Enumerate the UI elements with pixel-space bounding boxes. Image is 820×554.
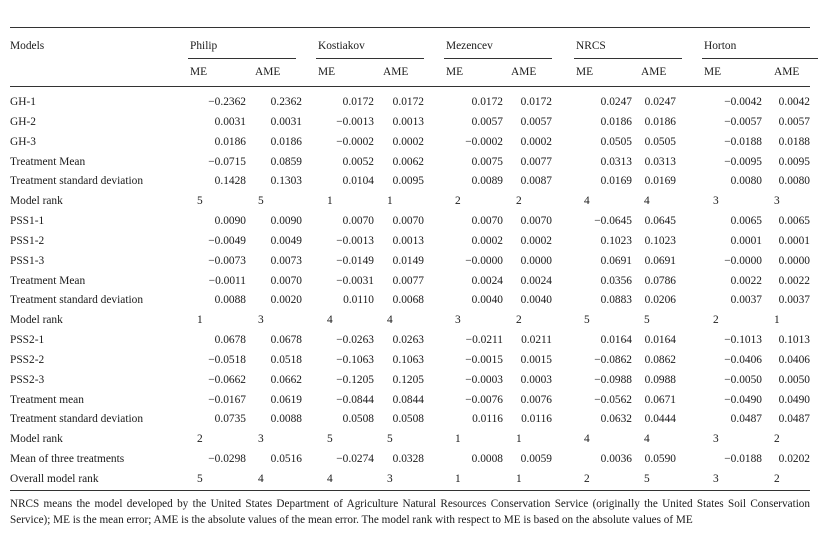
table-cell: 0.0002 — [520, 234, 552, 247]
row-label: Treatment standard deviation — [10, 294, 144, 307]
table-cell: 0.0169 — [600, 175, 632, 188]
row-label: PSS2-2 — [10, 353, 45, 366]
row-label: GH-3 — [10, 135, 36, 148]
table-cell: 0.0036 — [600, 453, 632, 466]
table-cell: −0.0003 — [465, 373, 503, 386]
table-cell: 0.0070 — [342, 215, 374, 228]
table-cell: 0.0186 — [644, 115, 676, 128]
table-cell: 2 — [516, 195, 522, 208]
table-cell: 4 — [644, 433, 650, 446]
table-cell: 4 — [584, 433, 590, 446]
table-cell: 0.0735 — [214, 413, 246, 426]
table-cell: 3 — [258, 314, 264, 327]
table-cell: 0.0487 — [730, 413, 762, 426]
table-cell: 0.0406 — [778, 353, 810, 366]
table-cell: 0.0247 — [644, 96, 676, 108]
table-cell: −0.0000 — [724, 254, 762, 267]
table-cell: 0.0662 — [270, 373, 302, 386]
table-cell: 0.0313 — [644, 155, 676, 168]
table-cell: 1 — [774, 314, 780, 327]
subheader-ame: AME — [774, 66, 800, 78]
models-header: Models — [10, 40, 45, 52]
table-cell: 1 — [516, 433, 522, 446]
table-cell: −0.0188 — [724, 135, 762, 148]
subheader-me: ME — [190, 66, 208, 78]
table-cell: 0.0678 — [214, 334, 246, 347]
table-cell: 0.0050 — [778, 373, 810, 386]
subheader-me: ME — [576, 66, 594, 78]
table-cell: 0.0020 — [270, 294, 302, 307]
table-cell: −0.0149 — [336, 254, 374, 267]
table-cell: 0.0073 — [270, 254, 302, 267]
table-cell: 2 — [774, 433, 780, 446]
table-cell: 0.0000 — [778, 254, 810, 267]
table-cell: 0.0202 — [778, 453, 810, 466]
table-cell: 0.0024 — [520, 274, 552, 287]
table-cell: 4 — [644, 195, 650, 208]
table-cell: −0.0988 — [594, 373, 632, 386]
table-cell: 2 — [455, 195, 461, 208]
table-cell: 0.0104 — [342, 175, 374, 188]
table-cell: −0.0298 — [208, 453, 246, 466]
table-cell: 0.0172 — [392, 96, 424, 108]
table-cell: −0.0274 — [336, 453, 374, 466]
table-cell: 0.0645 — [644, 215, 676, 228]
table-cell: −0.0662 — [208, 373, 246, 386]
table-cell: 0.2362 — [270, 96, 302, 108]
table-cell: 0.0022 — [778, 274, 810, 287]
table-cell: 0.0001 — [730, 234, 762, 247]
table-cell: 0.0632 — [600, 413, 632, 426]
table-cell: 0.0022 — [730, 274, 762, 287]
table-cell: 0.0077 — [520, 155, 552, 168]
table-cell: 0.0186 — [600, 115, 632, 128]
table-cell: −0.0645 — [594, 215, 632, 228]
row-label: Treatment standard deviation — [10, 175, 144, 188]
table-cell: −0.0073 — [208, 254, 246, 267]
table-cell: 0.0263 — [392, 334, 424, 347]
table-cell: 3 — [774, 195, 780, 208]
table-cell: 0.0164 — [600, 334, 632, 347]
table-cell: 0.0080 — [730, 175, 762, 188]
subheader-me: ME — [318, 66, 336, 78]
table-cell: 0.0590 — [644, 453, 676, 466]
table-cell: 3 — [387, 472, 393, 485]
table-cell: 1 — [455, 472, 461, 485]
table-cell: −0.0167 — [208, 393, 246, 406]
table-cell: 0.0070 — [270, 274, 302, 287]
table-cell: 0.0619 — [270, 393, 302, 406]
table-cell: 0.0356 — [600, 274, 632, 287]
group-header: Kostiakov — [318, 40, 365, 52]
table-cell: 0.0013 — [392, 234, 424, 247]
row-label: Model rank — [10, 433, 63, 446]
table-cell: 0.0057 — [778, 115, 810, 128]
subheader-me: ME — [446, 66, 464, 78]
table-cell: 0.0077 — [392, 274, 424, 287]
table-cell: 0.0518 — [270, 353, 302, 366]
table-cell: 0.0088 — [214, 294, 246, 307]
table-cell: −0.0076 — [465, 393, 503, 406]
table-cell: 0.0516 — [270, 453, 302, 466]
row-label: Treatment Mean — [10, 274, 86, 287]
table-cell: 0.0037 — [778, 294, 810, 307]
table-cell: −0.1013 — [724, 334, 762, 347]
table-cell: 5 — [584, 314, 590, 327]
table-cell: 0.0671 — [644, 393, 676, 406]
table-cell: 0.0691 — [644, 254, 676, 267]
table-cell: 0.0172 — [342, 96, 374, 108]
table-cell: 0.0070 — [471, 215, 503, 228]
table-cell: 5 — [644, 472, 650, 485]
table-cell: 4 — [258, 472, 264, 485]
table-cell: 0.0075 — [471, 155, 503, 168]
row-label: GH-2 — [10, 115, 36, 128]
table-cell: 0.0037 — [730, 294, 762, 307]
table-cell: 0.0691 — [600, 254, 632, 267]
table-cell: −0.0518 — [208, 353, 246, 366]
table-cell: 1 — [197, 314, 203, 327]
table-cell: 0.1205 — [392, 373, 424, 386]
table-top-rule — [10, 27, 810, 28]
group-header: Philip — [190, 40, 218, 52]
table-cell: 0.0049 — [270, 234, 302, 247]
table-cell: −0.0406 — [724, 353, 762, 366]
table-cell: 4 — [387, 314, 393, 327]
table-cell: −0.0013 — [336, 115, 374, 128]
table-cell: 0.0328 — [392, 453, 424, 466]
table-cell: 0.0505 — [600, 135, 632, 148]
table-cell: −0.0000 — [465, 254, 503, 267]
table-cell: 0.0080 — [778, 175, 810, 188]
table-cell: −0.0002 — [336, 135, 374, 148]
table-cell: 5 — [197, 472, 203, 485]
group-underline — [316, 58, 424, 59]
table-cell: 0.0095 — [778, 155, 810, 168]
table-cell: 0.0003 — [520, 373, 552, 386]
row-label: PSS1-2 — [10, 234, 45, 247]
table-cell: −0.0211 — [465, 334, 503, 347]
table-cell: 5 — [644, 314, 650, 327]
table-cell: 0.0844 — [392, 393, 424, 406]
table-cell: 0.0065 — [730, 215, 762, 228]
table-cell: −0.0188 — [724, 453, 762, 466]
table-cell: 0.0002 — [392, 135, 424, 148]
table-cell: 4 — [327, 314, 333, 327]
table-cell: −0.0002 — [465, 135, 503, 148]
row-label: GH-1 — [10, 96, 36, 108]
table-cell: −0.1063 — [336, 353, 374, 366]
table-cell: 0.0490 — [778, 393, 810, 406]
subheader-ame: AME — [511, 66, 537, 78]
table-cell: −0.0049 — [208, 234, 246, 247]
table-cell: 0.0031 — [214, 115, 246, 128]
table-cell: 0.0013 — [392, 115, 424, 128]
group-underline — [444, 58, 552, 59]
table-cell: 0.0862 — [644, 353, 676, 366]
table-cell: 0.0149 — [392, 254, 424, 267]
table-cell: 0.0505 — [644, 135, 676, 148]
table-cell: 0.0188 — [778, 135, 810, 148]
table-cell: −0.0015 — [465, 353, 503, 366]
row-label: PSS1-3 — [10, 254, 45, 267]
table-cell: 2 — [584, 472, 590, 485]
table-cell: 0.0040 — [520, 294, 552, 307]
table-cell: 4 — [584, 195, 590, 208]
table-cell: 0.0065 — [778, 215, 810, 228]
table-cell: 1 — [327, 195, 333, 208]
table-cell: 0.0002 — [520, 135, 552, 148]
table-cell: −0.0490 — [724, 393, 762, 406]
table-cell: −0.0031 — [336, 274, 374, 287]
group-underline — [702, 58, 818, 59]
table-cell: 0.1303 — [270, 175, 302, 188]
row-label: Treatment mean — [10, 393, 84, 406]
table-cell: 0.0313 — [600, 155, 632, 168]
table-cell: 0.0169 — [644, 175, 676, 188]
table-cell: 5 — [258, 195, 264, 208]
table-cell: 0.0001 — [778, 234, 810, 247]
table-cell: 1 — [387, 195, 393, 208]
table-cell: 0.0247 — [600, 96, 632, 108]
table-bottom-rule — [10, 490, 810, 491]
row-label: PSS2-3 — [10, 373, 45, 386]
table-cell: 0.0786 — [644, 274, 676, 287]
table-cell: 0.0988 — [644, 373, 676, 386]
table-cell: 0.0031 — [270, 115, 302, 128]
table-cell: 0.0040 — [471, 294, 503, 307]
table-cell: 0.0211 — [521, 334, 552, 347]
table-cell: −0.0042 — [724, 96, 762, 108]
table-cell: 0.0042 — [778, 96, 810, 108]
table-cell: 0.0090 — [214, 215, 246, 228]
subheader-ame: AME — [255, 66, 281, 78]
table-cell: 0.0057 — [520, 115, 552, 128]
table-cell: 0.0678 — [270, 334, 302, 347]
table-cell: 0.0508 — [392, 413, 424, 426]
table-cell: 0.0068 — [392, 294, 424, 307]
table-cell: 0.0087 — [520, 175, 552, 188]
table-cell: −0.0715 — [208, 155, 246, 168]
table-cell: 1 — [516, 472, 522, 485]
header-bottom-rule — [10, 86, 810, 87]
table-cell: 4 — [327, 472, 333, 485]
table-cell: 5 — [197, 195, 203, 208]
table-cell: 0.0116 — [472, 413, 503, 426]
table-cell: −0.0013 — [336, 234, 374, 247]
group-underline — [188, 58, 296, 59]
table-cell: 3 — [713, 472, 719, 485]
table-cell: 0.1023 — [600, 234, 632, 247]
table-cell: 0.0088 — [270, 413, 302, 426]
table-cell: 0.0076 — [520, 393, 552, 406]
row-label: PSS1-1 — [10, 215, 45, 228]
table-cell: 0.1428 — [214, 175, 246, 188]
table-cell: 0.0095 — [392, 175, 424, 188]
table-cell: 0.0116 — [521, 413, 552, 426]
table-cell: 0.0062 — [392, 155, 424, 168]
table-cell: 0.1023 — [644, 234, 676, 247]
table-cell: 0.0090 — [270, 215, 302, 228]
table-cell: −0.0862 — [594, 353, 632, 366]
table-cell: 2 — [516, 314, 522, 327]
table-cell: 0.0015 — [520, 353, 552, 366]
row-label: Treatment Mean — [10, 155, 86, 168]
subheader-ame: AME — [383, 66, 409, 78]
table-cell: −0.0844 — [336, 393, 374, 406]
table-cell: −0.1205 — [336, 373, 374, 386]
table-cell: 2 — [713, 314, 719, 327]
subheader-ame: AME — [641, 66, 667, 78]
table-cell: 0.0508 — [342, 413, 374, 426]
table-cell: 0.0859 — [270, 155, 302, 168]
table-cell: 0.0186 — [214, 135, 246, 148]
table-cell: 0.0444 — [644, 413, 676, 426]
table-cell: 0.0000 — [520, 254, 552, 267]
table-cell: 0.0487 — [778, 413, 810, 426]
row-label: Treatment standard deviation — [10, 413, 144, 426]
table-cell: −0.0562 — [594, 393, 632, 406]
table-cell: 2 — [774, 472, 780, 485]
group-underline — [574, 58, 682, 59]
group-header: NRCS — [576, 40, 606, 52]
table-cell: 5 — [387, 433, 393, 446]
group-header: Horton — [704, 40, 737, 52]
table-cell: 3 — [713, 433, 719, 446]
table-cell: 0.0110 — [343, 294, 374, 307]
row-label: Overall model rank — [10, 472, 99, 485]
table-cell: 0.0186 — [270, 135, 302, 148]
table-cell: 3 — [455, 314, 461, 327]
table-cell: −0.0050 — [724, 373, 762, 386]
table-cell: 0.0070 — [520, 215, 552, 228]
table-cell: 0.0008 — [471, 453, 503, 466]
table-cell: 0.0024 — [471, 274, 503, 287]
table-cell: 1 — [455, 433, 461, 446]
table-cell: 3 — [258, 433, 264, 446]
group-header: Mezencev — [446, 40, 493, 52]
table-cell: 2 — [197, 433, 203, 446]
table-cell: −0.0011 — [208, 274, 246, 287]
table-cell: 0.0172 — [471, 96, 503, 108]
table-cell: 0.1063 — [392, 353, 424, 366]
row-label: Model rank — [10, 314, 63, 327]
table-cell: 0.0059 — [520, 453, 552, 466]
row-label: Model rank — [10, 195, 63, 208]
table-cell: 0.0002 — [471, 234, 503, 247]
table-cell: 0.0206 — [644, 294, 676, 307]
table-cell: 0.0089 — [471, 175, 503, 188]
row-label: PSS2-1 — [10, 334, 45, 347]
table-cell: −0.2362 — [208, 96, 246, 108]
table-cell: 0.1013 — [778, 334, 810, 347]
subheader-me: ME — [704, 66, 722, 78]
table-cell: −0.0263 — [336, 334, 374, 347]
table-cell: 0.0052 — [342, 155, 374, 168]
table-cell: 5 — [327, 433, 333, 446]
table-cell: −0.0057 — [724, 115, 762, 128]
table-cell: 0.0164 — [644, 334, 676, 347]
table-footnote: NRCS means the model developed by the United States Department of Agriculture Natural Resources Conservation Service (originally the United States Soil Conservation Service); ME is the mean error; AME is the absolute values of the mean error. The model rank with respect to ME is based on the absolute values of ME — [10, 498, 810, 526]
row-label: Mean of three treatments — [10, 453, 125, 466]
table-cell: 0.0883 — [600, 294, 632, 307]
table-cell: 0.0057 — [471, 115, 503, 128]
table-cell: 3 — [713, 195, 719, 208]
table-cell: 0.0070 — [392, 215, 424, 228]
table-cell: 0.0172 — [520, 96, 552, 108]
table-cell: −0.0095 — [724, 155, 762, 168]
